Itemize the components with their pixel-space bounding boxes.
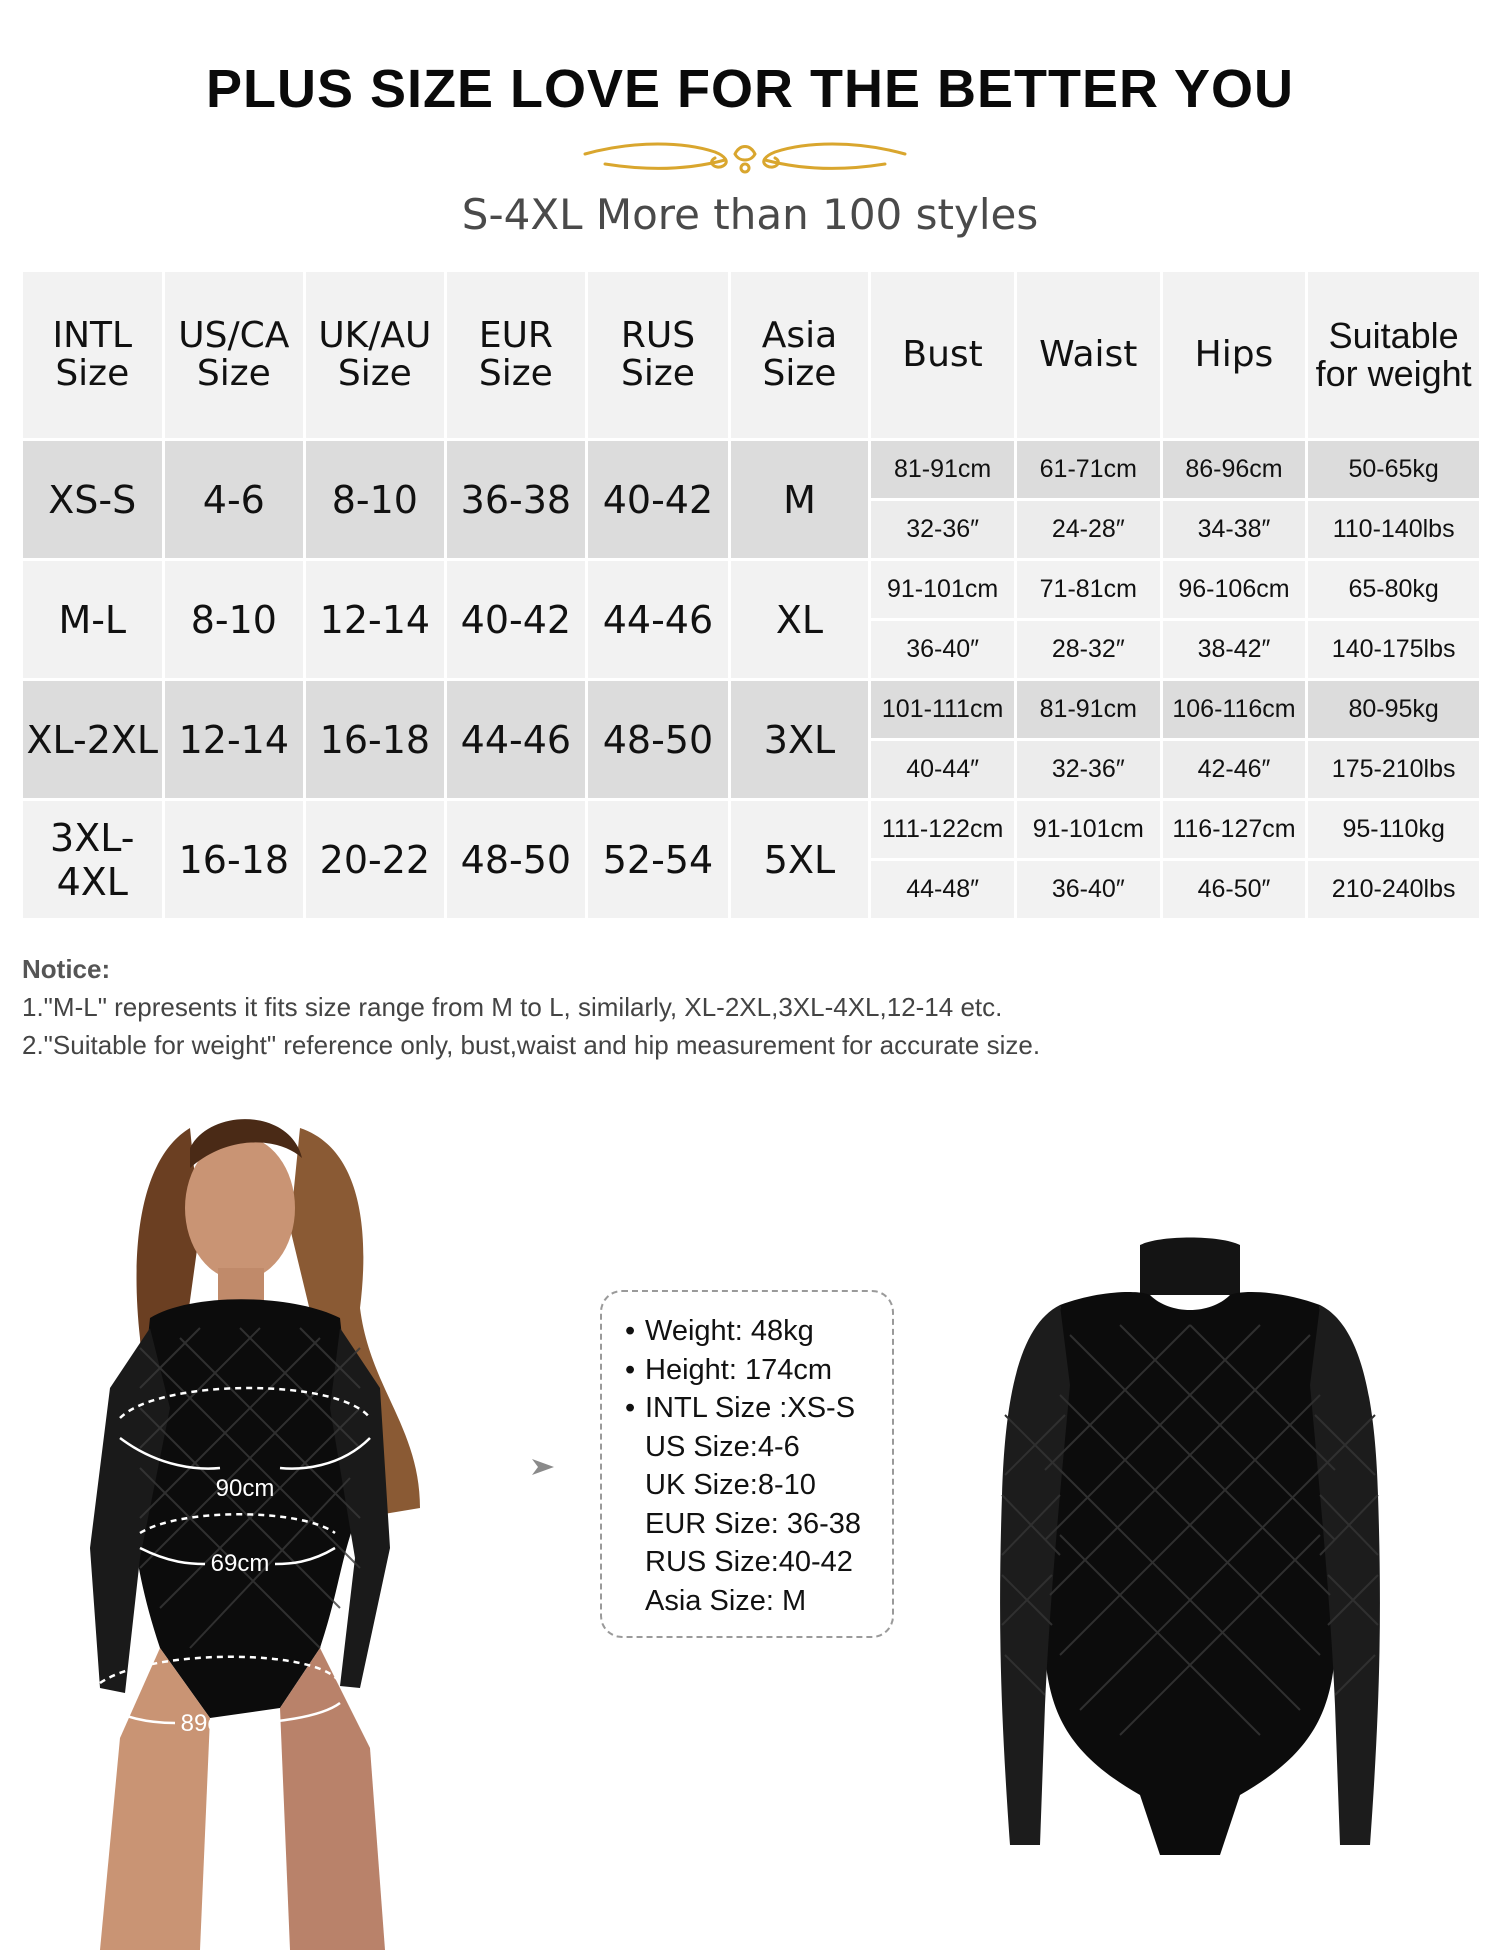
header-ukau-size: UK/AU Size [306, 272, 444, 438]
bullet-icon: • [625, 1392, 636, 1424]
table-row [23, 681, 1479, 738]
hips-inch-cell: 38-42″ [1163, 621, 1306, 678]
header-asia-size: Asia Size [731, 272, 869, 438]
bust-cm-cell: 81-91cm [871, 441, 1014, 498]
weight-lbs-cell: 175-210lbs [1308, 741, 1479, 798]
hips-measurement-label: 89cm [180, 1710, 240, 1737]
waist-cm-cell: 91-101cm [1017, 801, 1160, 858]
table-row [23, 561, 1479, 618]
rus-size-cell: 44-46 [588, 561, 728, 678]
header-intl-size: INTL Size [23, 272, 162, 438]
spec-height: • Height: 174cm [625, 1351, 861, 1390]
bust-inch-cell: 36-40″ [871, 621, 1014, 678]
spec-intl-size: • INTL Size :XS-S [625, 1389, 861, 1428]
waist-inch-cell: 36-40″ [1017, 861, 1160, 918]
spec-weight: • Weight: 48kg [625, 1312, 861, 1351]
bust-cm-cell: 101-111cm [871, 681, 1014, 738]
asia-size-cell: M [731, 441, 869, 558]
bullet-icon: • [625, 1353, 636, 1386]
spec-asia-size: Asia Size: M [645, 1584, 807, 1617]
uk-size-cell: 8-10 [306, 441, 444, 558]
intl-size-cell: 3XL-4XL [23, 801, 162, 918]
hips-inch-cell: 34-38″ [1163, 501, 1306, 558]
gold-flourish-ornament [575, 136, 915, 180]
bust-inch-cell: 40-44″ [871, 741, 1014, 798]
page-title: PLUS SIZE LOVE FOR THE BETTER YOU [205, 59, 1295, 119]
hips-cm-cell: 116-127cm [1163, 801, 1306, 858]
header-eur-size: EUR Size [447, 272, 586, 438]
eur-size-cell: 44-46 [447, 681, 586, 798]
weight-lbs-cell: 140-175lbs [1308, 621, 1479, 678]
hips-cm-cell: 106-116cm [1163, 681, 1306, 738]
us-size-cell: 8-10 [165, 561, 304, 678]
bullet-icon: • [625, 1315, 636, 1347]
hips-cm-cell: 86-96cm [1163, 441, 1306, 498]
spec-eur-size: EUR Size: 36-38 [645, 1507, 861, 1540]
header-bust: Bust [871, 272, 1014, 438]
waist-cm-cell: 61-71cm [1017, 441, 1160, 498]
notice-title: Notice: [22, 954, 111, 984]
table-row [23, 441, 1479, 498]
weight-kg-cell: 80-95kg [1308, 681, 1479, 738]
weight-kg-cell: 95-110kg [1308, 801, 1479, 858]
notice-section [22, 950, 1040, 1064]
hips-cm-cell: 96-106cm [1163, 561, 1306, 618]
hips-inch-cell: 42-46″ [1163, 741, 1306, 798]
header-usca-size: US/CA Size [165, 272, 304, 438]
asia-size-cell: 5XL [731, 801, 869, 918]
waist-inch-cell: 32-36″ [1017, 741, 1160, 798]
spec-uk-size: UK Size:8-10 [645, 1469, 816, 1501]
weight-lbs-cell: 210-240lbs [1308, 861, 1479, 918]
bust-inch-cell: 32-36″ [871, 501, 1014, 558]
waist-cm-cell: 81-91cm [1017, 681, 1160, 738]
waist-inch-cell: 24-28″ [1017, 501, 1160, 558]
uk-size-cell: 20-22 [306, 801, 444, 918]
header-suitable-weight: Suitable for weight [1308, 272, 1479, 438]
bust-cm-cell: 91-101cm [871, 561, 1014, 618]
asia-size-cell: 3XL [731, 681, 869, 798]
table-row [23, 801, 1479, 858]
table-header-row [23, 272, 1479, 438]
us-size-cell: 4-6 [165, 441, 304, 558]
spec-us-size: US Size:4-6 [645, 1430, 800, 1463]
spec-rus-size: RUS Size:40-42 [645, 1546, 853, 1578]
header-hips: Hips [1163, 272, 1306, 438]
us-size-cell: 12-14 [165, 681, 304, 798]
header-rus-size: RUS Size [588, 272, 728, 438]
intl-size-cell: XL-2XL [23, 681, 162, 798]
rus-size-cell: 48-50 [588, 681, 728, 798]
bust-measurement-label: 90cm [215, 1475, 275, 1502]
model-photo [40, 1088, 510, 1950]
waist-measurement-label: 69cm [210, 1550, 270, 1577]
notice-line-1: 1."M-L" represents it fits size range from M to L, similarly, XL-2XL,3XL-4XL,12-14 etc. [22, 992, 1003, 1022]
us-size-cell: 16-18 [165, 801, 304, 918]
eur-size-cell: 40-42 [447, 561, 586, 678]
product-photo [990, 1235, 1380, 1875]
size-chart-table [20, 269, 1482, 921]
page-subtitle: S-4XL More than 100 styles [461, 190, 1039, 239]
uk-size-cell: 12-14 [306, 561, 444, 678]
intl-size-cell: M-L [23, 561, 162, 678]
intl-size-cell: XS-S [23, 441, 162, 558]
hips-inch-cell: 46-50″ [1163, 861, 1306, 918]
weight-kg-cell: 50-65kg [1308, 441, 1479, 498]
asia-size-cell: XL [731, 561, 869, 678]
arrow-right-icon [530, 1455, 556, 1479]
weight-lbs-cell: 110-140lbs [1308, 501, 1479, 558]
model-spec-list [625, 1312, 861, 1620]
bust-cm-cell: 111-122cm [871, 801, 1014, 858]
rus-size-cell: 52-54 [588, 801, 728, 918]
waist-cm-cell: 71-81cm [1017, 561, 1160, 618]
notice-line-2: 2."Suitable for weight" reference only, bust,waist and hip measurement for accurate size. [22, 1030, 1041, 1060]
weight-kg-cell: 65-80kg [1308, 561, 1479, 618]
eur-size-cell: 36-38 [447, 441, 586, 558]
bust-inch-cell: 44-48″ [871, 861, 1014, 918]
uk-size-cell: 16-18 [306, 681, 444, 798]
header-waist: Waist [1017, 272, 1160, 438]
waist-inch-cell: 28-32″ [1017, 621, 1160, 678]
rus-size-cell: 40-42 [588, 441, 728, 558]
eur-size-cell: 48-50 [447, 801, 586, 918]
